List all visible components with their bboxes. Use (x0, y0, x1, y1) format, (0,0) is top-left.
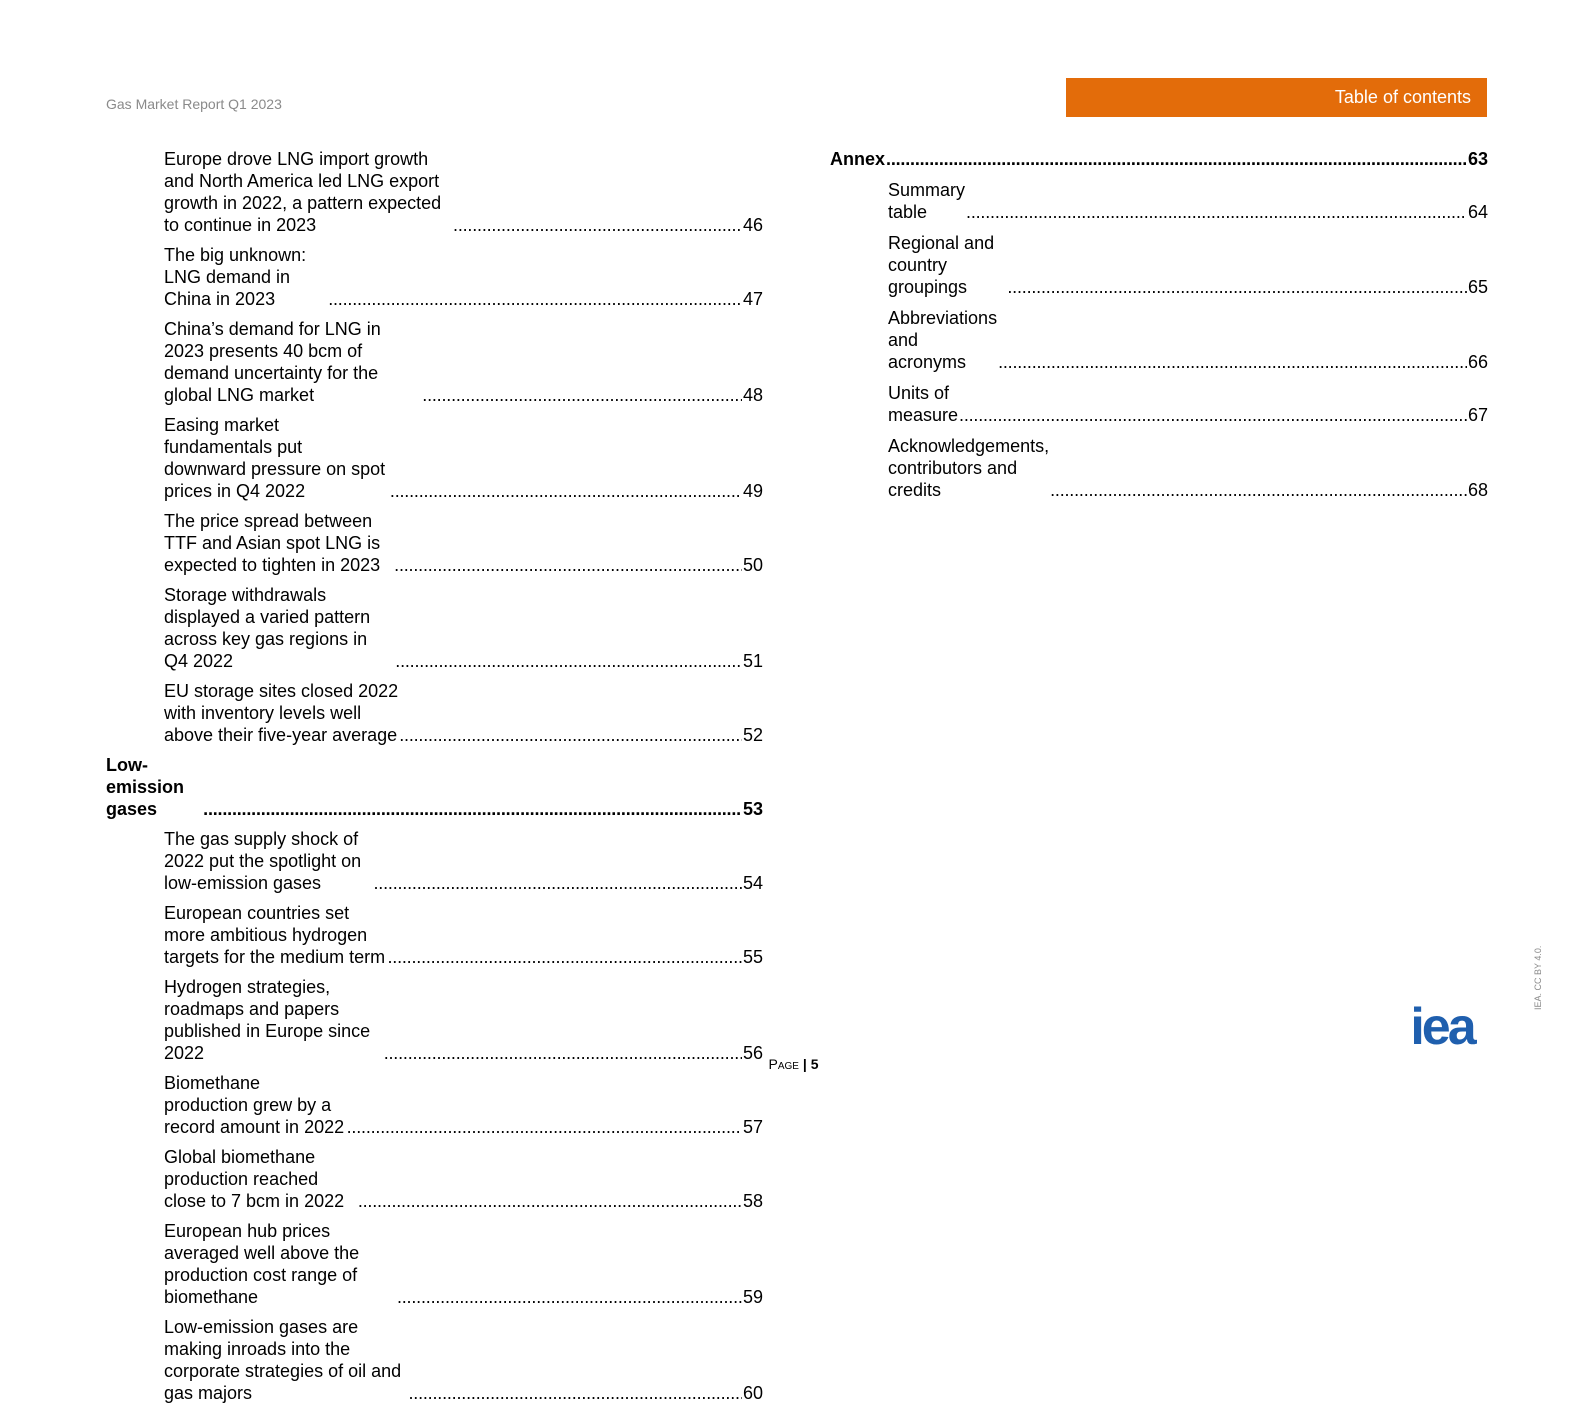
toc-entry[interactable] (164, 244, 763, 310)
toc-entry-title: Europe drove LNG import growth and North America led LNG export growth in 2022, a pattern expected to continue in 2023 (164, 149, 442, 235)
dot-leader (390, 480, 742, 502)
toc-entry[interactable] (164, 510, 763, 576)
toc-entry-page: 54 (742, 873, 763, 893)
dot-leader (387, 946, 742, 968)
toc-entry[interactable] (888, 179, 1488, 223)
toc-left-column (106, 148, 763, 1412)
toc-entry[interactable] (164, 318, 763, 406)
toc-entry[interactable] (164, 1146, 763, 1212)
toc-entry-title: Storage withdrawals displayed a varied pattern across key gas regions in Q4 2022 (164, 585, 371, 671)
toc-entry-title: Low-emission gases are making inroads into the corporate strategies of oil and gas majors (164, 1317, 402, 1403)
toc-entry[interactable] (164, 584, 763, 672)
dot-leader (347, 1116, 742, 1138)
toc-entry-title: Abbreviations and acronyms (888, 308, 998, 372)
dot-leader (1007, 276, 1467, 298)
toc-entry-page: 48 (742, 385, 763, 405)
toc-entry-title: Summary table (888, 180, 966, 222)
toc-entry-title: Units of measure (888, 383, 959, 425)
toc-entry-page: 58 (742, 1191, 763, 1211)
toc-entry-page: 64 (1467, 202, 1488, 222)
dot-leader (422, 384, 742, 406)
dot-leader (397, 1286, 742, 1308)
toc-entry[interactable] (164, 1072, 763, 1138)
dot-leader (395, 650, 742, 672)
iea-logo-text: iea (1410, 1004, 1474, 1052)
dot-leader (453, 214, 742, 236)
toc-entry-title: The big unknown: LNG demand in China in 2023 (164, 245, 307, 309)
toc-entry[interactable] (164, 828, 763, 894)
toc-entry[interactable] (164, 414, 763, 502)
toc-entry-title: Hydrogen strategies, roadmaps and papers published in Europe since 2022 (164, 977, 371, 1063)
toc-entry-title: The gas supply shock of 2022 put the spotlight on low-emission gases (164, 829, 362, 893)
toc-entry[interactable] (888, 382, 1488, 426)
dot-leader (408, 1382, 742, 1404)
toc-entry-title: Acknowledgements, contributors and credits (888, 436, 1050, 500)
dot-leader (358, 1190, 742, 1212)
toc-entry[interactable] (164, 1220, 763, 1308)
toc-entry-page: 63 (1467, 149, 1488, 169)
page-number (0, 1056, 1587, 1072)
toc-entry-title: Annex (830, 149, 886, 169)
toc-entry-page: 52 (742, 725, 763, 745)
toc-entry-page: 66 (1467, 352, 1488, 372)
page-separator: | (802, 1056, 807, 1072)
toc-entry-page: 56 (742, 1043, 763, 1063)
toc-entry[interactable] (164, 680, 763, 746)
dot-leader (1050, 479, 1467, 501)
page-number-value: 5 (810, 1056, 819, 1072)
toc-entry-page: 50 (742, 555, 763, 575)
toc-entry-page: 53 (742, 799, 763, 819)
toc-section-entry[interactable] (106, 754, 763, 820)
toc-entry-title: Low-emission gases (106, 755, 185, 819)
toc-entry-page: 46 (742, 215, 763, 235)
toc-entry-page: 60 (742, 1383, 763, 1403)
toc-section-entry[interactable] (830, 148, 1488, 170)
toc-entry[interactable] (164, 1316, 763, 1404)
toc-entry-title: Easing market fundamentals put downward pressure on spot prices in Q4 2022 (164, 415, 386, 501)
toc-entry-page: 47 (742, 289, 763, 309)
dot-leader (203, 798, 742, 820)
toc-entry-title: Global biomethane production reached close to 7 bcm in 2022 (164, 1147, 345, 1211)
dot-leader (886, 148, 1467, 170)
report-title: Gas Market Report Q1 2023 (106, 96, 282, 112)
toc-entry[interactable] (164, 148, 763, 236)
toc-entry-page: 67 (1467, 405, 1488, 425)
toc-entry-title: China’s demand for LNG in 2023 presents 40 bcm of demand uncertainty for the global LNG market (164, 319, 381, 405)
table-of-contents-tab[interactable] (1066, 78, 1487, 117)
dot-leader (959, 404, 1467, 426)
toc-entry[interactable] (164, 902, 763, 968)
toc-entry[interactable] (164, 976, 763, 1064)
toc-tab-label: Table of contents (1334, 87, 1471, 107)
dot-leader (399, 724, 742, 746)
dot-leader (394, 554, 742, 576)
toc-entry-page: 65 (1467, 277, 1488, 297)
toc-entry-page: 68 (1467, 480, 1488, 500)
toc-entry-page: 57 (742, 1117, 763, 1137)
toc-entry-title: European countries set more ambitious hydrogen targets for the medium term (164, 903, 386, 967)
dot-leader (373, 872, 741, 894)
toc-entry-title: Regional and country groupings (888, 233, 995, 297)
toc-entry-title: European hub prices averaged well above the production cost range of biomethane (164, 1221, 360, 1307)
toc-entry[interactable] (888, 435, 1488, 501)
license-text: IEA. CC BY 4.0. (1533, 945, 1543, 1010)
toc-entry-title: Biomethane production grew by a record amount in 2022 (164, 1073, 345, 1137)
toc-right-column (830, 148, 1488, 510)
dot-leader (328, 288, 742, 310)
toc-entry-page: 59 (742, 1287, 763, 1307)
toc-entry-page: 51 (742, 651, 763, 671)
iea-logo (1397, 1004, 1487, 1052)
toc-entry-title: EU storage sites closed 2022 with inventory levels well above their five-year average (164, 681, 399, 745)
toc-entry-page: 55 (742, 947, 763, 967)
toc-entry-title: The price spread between TTF and Asian spot LNG is expected to tighten in 2023 (164, 511, 381, 575)
toc-entry[interactable] (888, 232, 1488, 298)
page-label: Page (768, 1056, 799, 1072)
toc-entry-page: 49 (742, 481, 763, 501)
dot-leader (966, 201, 1467, 223)
dot-leader (998, 351, 1467, 373)
toc-entry[interactable] (888, 307, 1488, 373)
